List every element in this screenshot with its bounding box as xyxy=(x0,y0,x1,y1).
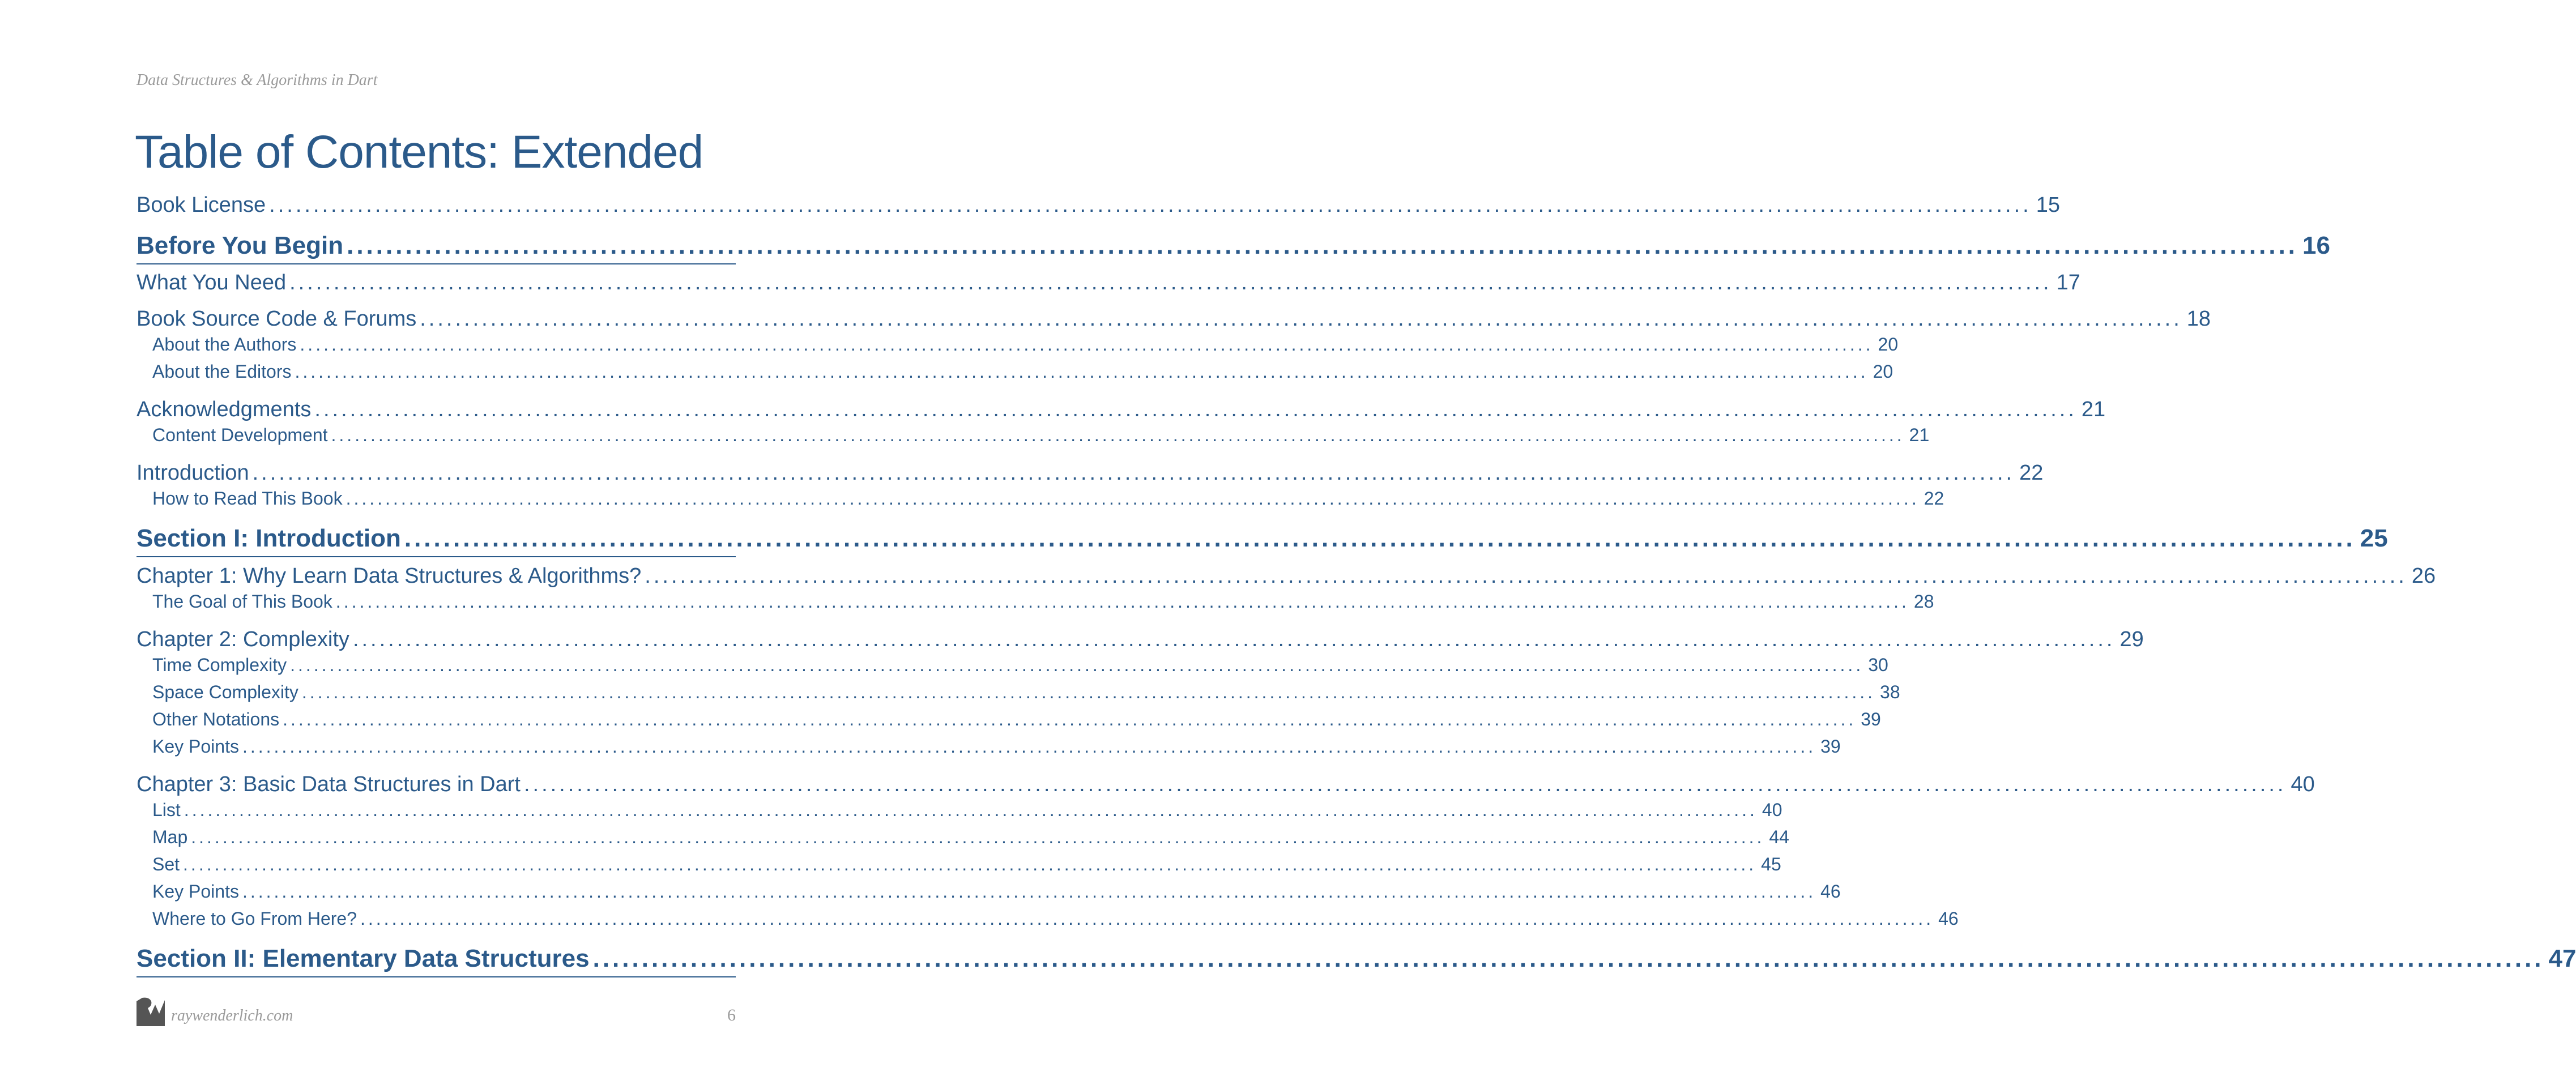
dot-leader: ........................................................................................................................................................................................................ xyxy=(301,682,1876,702)
toc-chapter-entry[interactable] xyxy=(137,564,2436,588)
toc-entry-label: Chapter 2: Complexity xyxy=(137,627,349,651)
toc-chapter-entry[interactable] xyxy=(137,271,2080,295)
toc-entry-label: Introduction xyxy=(137,461,249,485)
toc-entry-label: List xyxy=(152,800,181,820)
dot-leader: ........................................................................................................................................................................................................ xyxy=(269,193,2032,217)
toc-entry-label: What You Need xyxy=(137,271,287,294)
toc-entry-page: 47 xyxy=(2548,945,2576,972)
toc-entry-page: 20 xyxy=(1878,334,1899,355)
toc-entry-page: 39 xyxy=(1820,736,1841,757)
dot-leader: ........................................................................................................................................................................................................ xyxy=(331,425,1905,445)
toc-entry-label: Section II: Elementary Data Structures xyxy=(137,945,590,972)
dot-leader: ........................................................................................................................................................................................................ xyxy=(314,398,2077,421)
toc-section-entry[interactable] xyxy=(137,232,2330,260)
running-header: Data Structures & Algorithms in Dart xyxy=(137,71,378,89)
toc-entry-page: 26 xyxy=(2411,564,2436,588)
toc-subsection-entry[interactable] xyxy=(137,854,1781,875)
toc-entry-label: Chapter 3: Basic Data Structures in Dart xyxy=(137,772,521,796)
dot-leader: ........................................................................................................................................................................................................ xyxy=(290,655,1864,675)
footer-site-name: raywenderlich.com xyxy=(171,1007,293,1024)
toc-subsection-entry[interactable] xyxy=(137,736,1841,757)
toc-section-entry[interactable] xyxy=(137,524,2388,553)
toc-entry-page: 21 xyxy=(1909,425,1930,445)
dot-leader: ........................................................................................................................................................................................................ xyxy=(360,908,1934,929)
toc-entry-page: 25 xyxy=(2360,524,2388,552)
toc-entry-label: About the Authors xyxy=(152,334,297,355)
toc-entry-page: 39 xyxy=(1861,709,1881,729)
toc-entry-label: How to Read This Book xyxy=(152,488,343,509)
toc-chapter-entry[interactable] xyxy=(137,193,2060,217)
toc-entry-page: 38 xyxy=(1880,682,1900,702)
toc-subsection-entry[interactable] xyxy=(137,591,1934,612)
toc-subsection-entry[interactable] xyxy=(137,361,1893,382)
dot-leader: ........................................................................................................................................................................................................ xyxy=(184,800,1758,820)
dot-leader: ........................................................................................................................................................................................................ xyxy=(183,854,1757,874)
toc-subsection-entry[interactable] xyxy=(137,827,1789,848)
dot-leader: ........................................................................................................................................................................................................ xyxy=(346,488,1920,509)
toc-entry-label: Book Source Code & Forums xyxy=(137,307,417,331)
toc-entry-label: Chapter 1: Why Learn Data Structures & Algorithms? xyxy=(137,564,642,588)
toc-entry-label: Content Development xyxy=(152,425,328,445)
dot-leader: ........................................................................................................................................................................................................ xyxy=(523,772,2287,796)
toc-subsection-entry[interactable] xyxy=(137,800,1782,821)
toc-subsection-entry[interactable] xyxy=(137,655,1888,676)
dot-leader: ........................................................................................................................................................................................................ xyxy=(191,827,1765,847)
toc-entry-page: 21 xyxy=(2081,398,2106,421)
toc-section-entry[interactable] xyxy=(137,945,2576,973)
toc-entry-page: 46 xyxy=(1938,908,1959,929)
toc-entry-label: Time Complexity xyxy=(152,655,287,675)
dot-leader: ........................................................................................................................................................................................................ xyxy=(283,709,1857,729)
toc-entry-label: The Goal of This Book xyxy=(152,591,332,612)
toc-entry-page: 22 xyxy=(2019,461,2044,485)
toc-chapter-entry[interactable] xyxy=(137,461,2044,485)
toc-entry-page: 22 xyxy=(1924,488,1944,509)
toc-entry-label: Section I: Introduction xyxy=(137,524,401,552)
toc-entry-page: 16 xyxy=(2302,232,2330,259)
dot-leader: ........................................................................................................................................................................................................ xyxy=(289,271,2052,294)
dot-leader: ........................................................................................................................................................................................................ xyxy=(300,334,1874,355)
toc-subsection-entry[interactable] xyxy=(137,881,1841,902)
toc-subsection-entry[interactable] xyxy=(137,334,1899,355)
toc-entry-page: 40 xyxy=(1762,800,1782,820)
toc-entry-page: 45 xyxy=(1761,854,1781,874)
toc-entry-label: Key Points xyxy=(152,736,239,757)
toc-entry-label: Before You Begin xyxy=(137,232,344,259)
toc-entry-page: 46 xyxy=(1820,881,1841,902)
dot-leader: ........................................................................................................................................................................................................ xyxy=(252,461,2015,485)
toc-entry-label: Set xyxy=(152,854,180,874)
toc-entry-label: Book License xyxy=(137,193,266,217)
toc-subsection-entry[interactable] xyxy=(137,488,1944,509)
dot-leader: ........................................................................................................................................................................................................ xyxy=(645,564,2407,588)
dot-leader: ........................................................................................................................................................................................................ xyxy=(404,524,2356,552)
toc-entry-page: 28 xyxy=(1913,591,1934,612)
publisher-logo-icon xyxy=(137,997,165,1026)
toc-chapter-entry[interactable] xyxy=(137,398,2106,422)
toc-chapter-entry[interactable] xyxy=(137,627,2144,652)
page-number: 6 xyxy=(727,1006,736,1024)
toc-entry-page: 29 xyxy=(2119,627,2144,651)
toc-subsection-entry[interactable] xyxy=(137,908,1959,929)
toc-entry-label: Where to Go From Here? xyxy=(152,908,357,929)
dot-leader: ........................................................................................................................................................................................................ xyxy=(420,307,2182,331)
toc-entry-page: 15 xyxy=(2036,193,2060,217)
dot-leader: ........................................................................................................................................................................................................ xyxy=(347,232,2298,259)
toc-entry-page: 40 xyxy=(2291,772,2315,796)
toc-entry-label: Other Notations xyxy=(152,709,280,729)
toc-entry-label: Key Points xyxy=(152,881,239,902)
toc-entry-label: Map xyxy=(152,827,188,847)
toc-entry-page: 44 xyxy=(1769,827,1789,847)
toc-entry-label: Acknowledgments xyxy=(137,398,312,421)
toc-subsection-entry[interactable] xyxy=(137,709,1881,730)
dot-leader: ........................................................................................................................................................................................................ xyxy=(295,361,1869,382)
toc-entry-page: 18 xyxy=(2186,307,2211,331)
toc-chapter-entry[interactable] xyxy=(137,772,2315,797)
toc-subsection-entry[interactable] xyxy=(137,682,1900,703)
dot-leader: ........................................................................................................................................................................................................ xyxy=(352,627,2116,651)
toc-chapter-entry[interactable] xyxy=(137,307,2211,331)
dot-leader: ........................................................................................................................................................................................................ xyxy=(592,945,2544,972)
toc-entry-label: About the Editors xyxy=(152,361,292,382)
page-title: Table of Contents: Extended xyxy=(135,126,703,178)
toc-subsection-entry[interactable] xyxy=(137,425,1930,446)
toc-entry-page: 17 xyxy=(2056,271,2080,294)
dot-leader: ........................................................................................................................................................................................................ xyxy=(335,591,1909,612)
toc-entry-label: Space Complexity xyxy=(152,682,298,702)
dot-leader: ........................................................................................................................................................................................................ xyxy=(242,736,1816,757)
dot-leader: ........................................................................................................................................................................................................ xyxy=(242,881,1816,902)
toc-entry-page: 20 xyxy=(1873,361,1893,382)
toc-entry-page: 30 xyxy=(1868,655,1888,675)
